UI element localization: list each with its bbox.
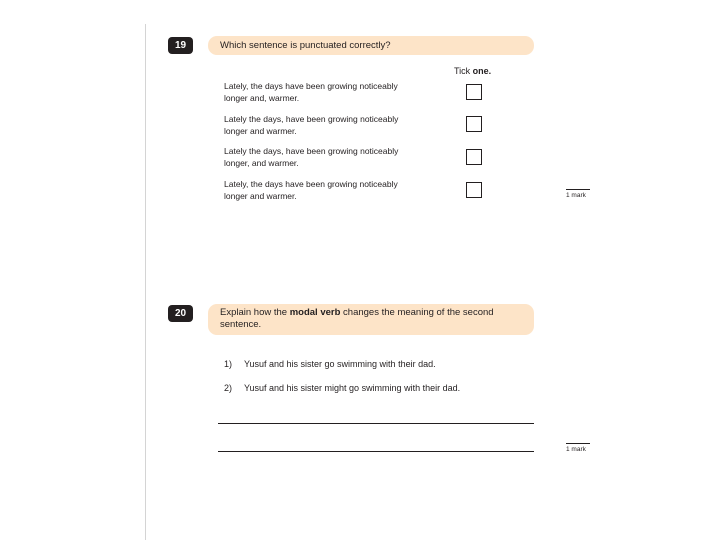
tick-instruction-emphasis: one. bbox=[472, 66, 492, 76]
option-3 bbox=[224, 146, 439, 169]
sentence-1 bbox=[224, 359, 436, 369]
option-3-line-1: Lately the days, have been growing noticeably bbox=[224, 146, 399, 156]
prompt-modal-verb: modal verb bbox=[289, 307, 341, 318]
option-2-line-2: longer and warmer. bbox=[224, 125, 297, 136]
q20-mark-label: 1 mark bbox=[566, 446, 586, 453]
option-4 bbox=[224, 179, 439, 202]
tick-instruction bbox=[454, 66, 491, 76]
sentence-1-number: 1) bbox=[224, 359, 233, 369]
q19-mark-label: 1 mark bbox=[566, 192, 586, 199]
option-1-line-2: longer and, warmer. bbox=[224, 92, 300, 103]
option-2-checkbox[interactable] bbox=[466, 116, 482, 132]
option-4-line-1: Lately, the days have been growing noticeably bbox=[224, 179, 398, 189]
prompt-text-before: Explain how the bbox=[220, 307, 290, 318]
prompt-text-after: changes the meaning of the second bbox=[340, 307, 494, 318]
sentence-1-text: Yusuf and his sister go swimming with their dad. bbox=[244, 359, 436, 369]
sentence-2-number: 2) bbox=[224, 383, 233, 393]
option-2-line-1: Lately the days, have been growing noticeably bbox=[224, 114, 399, 124]
q20-mark-line bbox=[566, 443, 590, 444]
page-edge bbox=[145, 24, 146, 540]
option-4-checkbox[interactable] bbox=[466, 182, 482, 198]
question-20-prompt-line-2: sentence. bbox=[220, 319, 262, 330]
sentence-2 bbox=[224, 383, 460, 393]
option-3-checkbox[interactable] bbox=[466, 149, 482, 165]
sentence-2-text: Yusuf and his sister might go swimming with their dad. bbox=[244, 383, 461, 393]
option-2 bbox=[224, 114, 439, 137]
question-20-number: 20 bbox=[168, 305, 193, 322]
question-19-number: 19 bbox=[168, 37, 193, 54]
option-1-checkbox[interactable] bbox=[466, 84, 482, 100]
question-19-prompt: Which sentence is punctuated correctly? bbox=[208, 36, 534, 55]
option-3-line-2: longer, and warmer. bbox=[224, 157, 299, 168]
option-1-line-1: Lately, the days have been growing noticeably bbox=[224, 81, 398, 91]
option-1 bbox=[224, 81, 439, 104]
question-20-prompt-line-1 bbox=[220, 307, 522, 319]
tick-instruction-text: Tick bbox=[454, 66, 473, 76]
answer-line-2[interactable] bbox=[218, 451, 534, 452]
answer-line-1[interactable] bbox=[218, 423, 534, 424]
q19-mark-line bbox=[566, 189, 590, 190]
option-4-line-2: longer and warmer. bbox=[224, 190, 297, 201]
question-20-prompt bbox=[208, 304, 534, 335]
